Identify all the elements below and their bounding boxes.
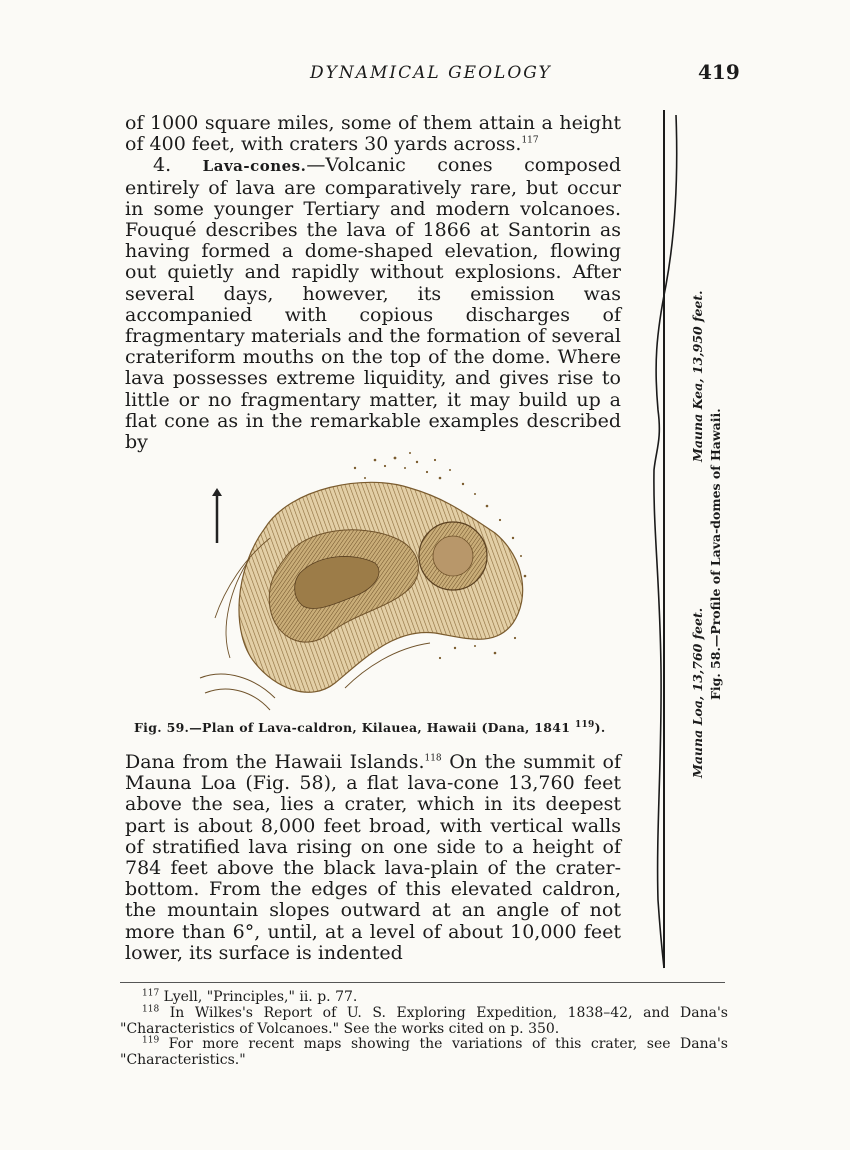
running-head: DYNAMICAL GEOLOGY [310,63,552,83]
page-number: 419 [698,60,740,84]
footnotes [120,990,728,1069]
lava-domes-profile-figure [636,110,746,970]
section-heading: Lava-cones. [202,157,307,176]
mauna-loa-label: Mauna Loa, 13,760 feet. [690,607,705,778]
footnote-ref-117[interactable]: 117 [521,135,539,146]
footnote-divider [120,982,725,983]
body-text-bottom [125,752,621,964]
footnote-119: $^{119}$ For more recent maps showing the variations of this crater, see Dana's "Characteristics." [120,1035,728,1069]
footnote-118: $^{118}$ In Wilkes's Report of U. S. Exploring Expedition, 1838–42, and Dana's "Characteristics of Volcanoes." See the works cited on p. 350. [120,1004,728,1037]
paragraph-mauna-loa: Dana from the Hawaii Islands.$^{118}$ On the summit of Mauna Loa (Fig. 58), a flat lava-cone 13,760 feet above the sea, lies a crater, which in its deepest part is about 8,000 feet broad, with vertical walls of stratified lava rising on one side to a height of 784 feet above the black lava-plain of the crater-bottom. From the edges of this elevated caldron, the mountain slopes outward at an angle of not more than 6°, until, at a level of about 10,000 feet lower, its surface is indented [125,751,621,964]
figure-59-caption: Fig. 59.—Plan of Lava-caldron, Kilauea, Hawaii (Dana, 1841 $^{119}$). [134,719,606,735]
paragraph-lava-cones: 4. Lava-cones.—Volcanic cones composed entirely of lava are comparatively rare, but occur in some younger Tertiary and modern volcanoes. Fouqué describes the lava of 1866 at Santorin as having formed a dome-shaped elevation, flowing out quietly and rapidly without explosions. After several days, however, its emission was accompanied with copious discharges of fragmentary materials and the formation of several crateriform mouths on the top of the dome. Where lava possesses extreme liquidity, and gives rise to little or no fragmentary matter, it may build up a flat cone as in the remarkable examples described by [125,154,621,454]
footnote-117: $^{117}$ Lyell, "Principles," ii. p. 77. [142,988,358,1005]
figure-58-caption: Fig. 58.—Profile of Lava-domes of Hawaii. [708,408,723,700]
paragraph-continuation: of 1000 square miles, some of them attain a height of 400 feet, with craters 30 yards across.$^{117}$ [125,112,621,156]
lava-caldron-plan-figure [195,448,540,713]
mauna-kea-label: Mauna Kea, 13,950 feet. [690,290,705,462]
section-number: 4. [153,154,172,177]
body-text-top [125,113,621,453]
footnote-ref-119[interactable]: 119 [574,719,595,730]
footnote-ref-118[interactable]: 118 [424,753,442,764]
